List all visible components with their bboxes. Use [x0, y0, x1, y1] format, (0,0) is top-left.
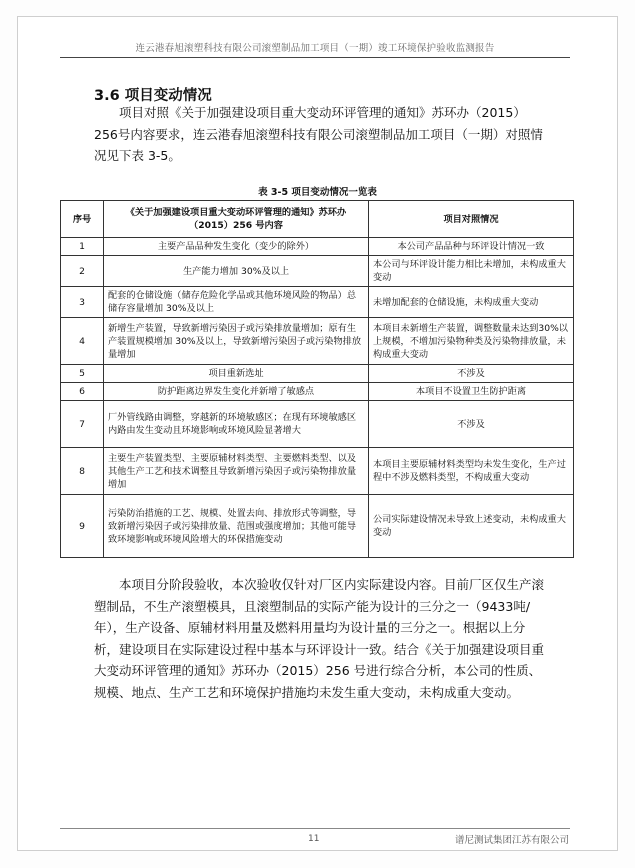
row-num: 4 [61, 318, 104, 365]
row-comparison: 不涉及 [369, 365, 574, 383]
row-comparison: 本项目不设置卫生防护距离 [369, 383, 574, 401]
row-num: 8 [61, 448, 104, 495]
table-row [61, 383, 574, 401]
conclusion-paragraph: 本项目分阶段验收，本次验收仅针对厂区内实际建设内容。目前厂区仅生产滚塑制品，不生产滚塑模具，且滚塑制品的实际产能为设计的三分之一（9433吨/年），生产设备、原辅材料用量及燃料用量均为设计量的三分之一。根据以上分析，建设项目在实际建设过程中基本与环评设计一致。结合《关于加强建设项目重大变动环评管理的通知》苏环办（2015）256 号进行综合分析，本公司的性质、规模、地点、生产工艺和环境保护措施均未发生重大变动，未构成重大变动。 [94, 577, 545, 700]
project-changes-table [60, 200, 574, 558]
row-num: 3 [61, 287, 104, 318]
table-row [61, 238, 574, 256]
table-row [61, 287, 574, 318]
intro-paragraph: 项目对照《关于加强建设项目重大变动环评管理的通知》苏环办（2015）256号内容要求，连云港春旭滚塑科技有限公司滚塑制品加工项目（一期）对照情况见下表 3-5。 [94, 105, 543, 163]
header-comparison: 项目对照情况 [369, 201, 574, 238]
row-num: 7 [61, 401, 104, 448]
row-requirement: 配套的仓储设施（储存危险化学品或其他环境风险的物品）总储存容量增加 30%及以上 [104, 287, 369, 318]
row-requirement: 主要生产装置类型、主要原辅材料类型、主要燃料类型、以及其他生产工艺和技术调整且导致新增污染因子或污染物排放量增加 [104, 448, 369, 495]
row-requirement: 项目重新选址 [104, 365, 369, 383]
row-requirement: 主要产品品种发生变化（变少的除外） [104, 238, 369, 256]
running-header: 连云港春旭滚塑科技有限公司滚塑制品加工项目（一期）竣工环境保护验收监测报告 [60, 40, 570, 58]
row-num: 1 [61, 238, 104, 256]
row-comparison: 本项目主要原辅材料类型均未发生变化，生产过程中不涉及燃料类型，不构成重大变动 [369, 448, 574, 495]
row-requirement: 污染防治措施的工艺、规模、处置去向、排放形式等调整，导致新增污染因子或污染排放量、范围或强度增加；其他可能导致环境影响或环境风险增大的环保措施变动 [104, 495, 369, 558]
table-row [61, 448, 574, 495]
table-header-row [61, 201, 574, 238]
row-comparison: 不涉及 [369, 401, 574, 448]
row-requirement: 新增生产装置，导致新增污染因子或污染排放量增加；原有生产装置规模增加 30%及以上，导致新增污染因子或污染物排放量增加 [104, 318, 369, 365]
table-row [61, 401, 574, 448]
table-row [61, 365, 574, 383]
page-number: 11 [308, 834, 320, 844]
row-num: 2 [61, 256, 104, 287]
row-comparison: 本公司与环评设计能力相比未增加，未构成重大变动 [369, 256, 574, 287]
header-requirement: 《关于加强建设项目重大变动环评管理的通知》苏环办（2015）256 号内容 [104, 201, 369, 238]
table-row [61, 495, 574, 558]
row-comparison: 未增加配套的仓储设施，未构成重大变动 [369, 287, 574, 318]
row-num: 9 [61, 495, 104, 558]
table-row [61, 256, 574, 287]
header-num: 序号 [61, 201, 104, 238]
row-requirement: 生产能力增加 30%及以上 [104, 256, 369, 287]
section-title: 3.6 项目变动情况 [94, 88, 212, 104]
row-comparison: 公司实际建设情况未导致上述变动，未构成重大变动 [369, 495, 574, 558]
row-requirement: 防护距离边界发生变化并新增了敏感点 [104, 383, 369, 401]
row-comparison: 本项目未新增生产装置，调整数量未达到30%以上规模，不增加污染物种类及污染物排放量，未构成重大变动 [369, 318, 574, 365]
row-requirement: 厂外管线路由调整，穿越新的环境敏感区；在现有环境敏感区内路由发生变动且环境影响或环境风险显著增大 [104, 401, 369, 448]
row-num: 5 [61, 365, 104, 383]
footer-divider [60, 828, 570, 829]
row-num: 6 [61, 383, 104, 401]
table-row [61, 318, 574, 365]
table-caption: 表 3-5 项目变动情况一览表 [258, 187, 377, 198]
footer-company: 谱尼测试集团江苏有限公司 [454, 835, 569, 846]
row-comparison: 本公司产品品种与环评设计情况一致 [369, 238, 574, 256]
